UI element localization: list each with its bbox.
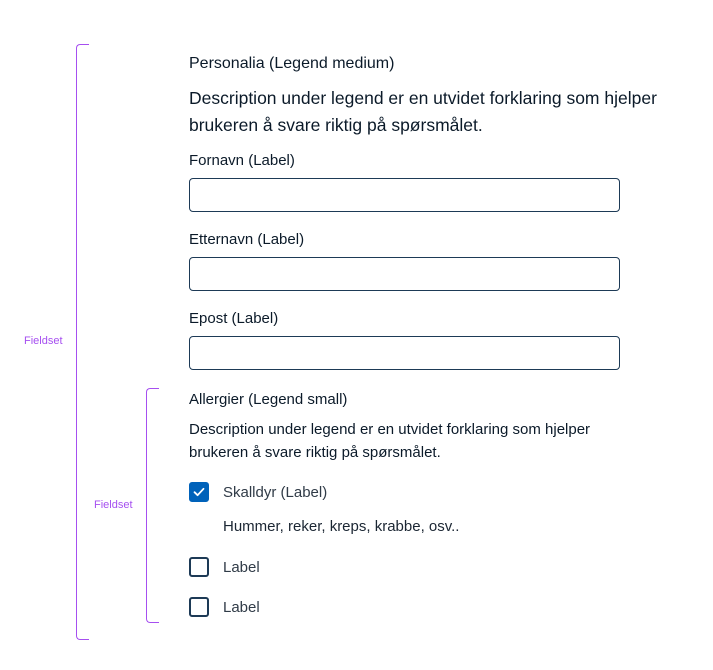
- skalldyr-checkbox-label[interactable]: Skalldyr (Label): [223, 484, 328, 501]
- checkbox-2[interactable]: [189, 557, 209, 577]
- checkbox-3[interactable]: [189, 597, 209, 617]
- checkmark-icon: [193, 486, 205, 498]
- fornavn-label: Fornavn (Label): [189, 152, 295, 169]
- personalia-legend: Personalia (Legend medium): [189, 55, 395, 72]
- inner-fieldset-annotation: Fieldset: [94, 499, 133, 511]
- inner-fieldset-bracket: [146, 388, 159, 623]
- allergier-legend: Allergier (Legend small): [189, 391, 348, 408]
- checkbox-3-label[interactable]: Label: [223, 599, 260, 616]
- allergier-description: Description under legend er en utvidet forklaring som hjelper brukeren å svare riktig på spørsmålet.: [189, 421, 591, 461]
- skalldyr-checkbox[interactable]: [189, 482, 209, 502]
- checkbox-2-label[interactable]: Label: [223, 559, 260, 576]
- outer-fieldset-annotation: Fieldset: [24, 335, 63, 347]
- epost-field[interactable]: [189, 336, 620, 370]
- outer-fieldset-bracket: [76, 44, 89, 640]
- fornavn-field[interactable]: [189, 178, 620, 212]
- personalia-description: Description under legend er en utvidet forklaring som hjelper brukeren å svare riktig på spørsmålet.: [189, 88, 657, 135]
- etternavn-label: Etternavn (Label): [189, 231, 305, 248]
- epost-label: Epost (Label): [189, 310, 279, 327]
- etternavn-field[interactable]: [189, 257, 620, 291]
- skalldyr-description: Hummer, reker, kreps, krabbe, osv..: [223, 518, 460, 535]
